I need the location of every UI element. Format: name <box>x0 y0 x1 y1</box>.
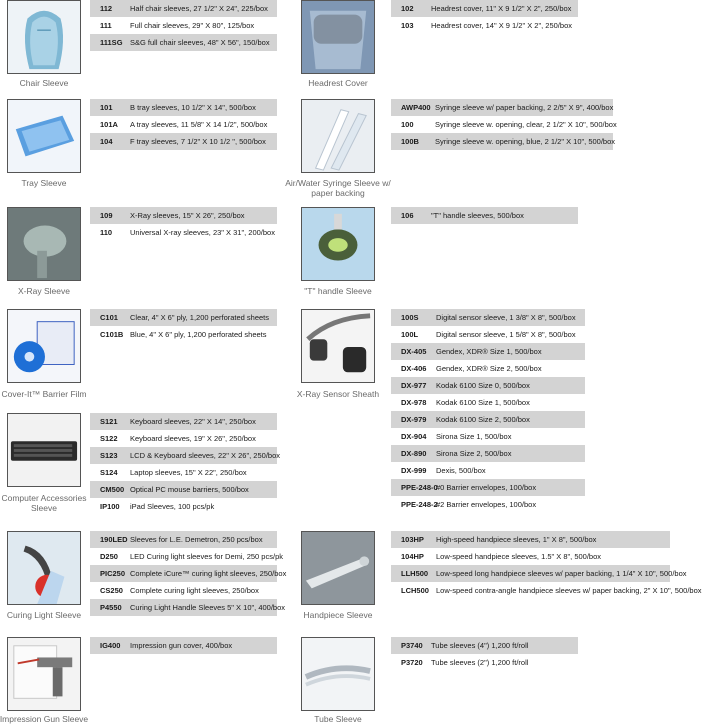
table-row <box>90 582 277 599</box>
table-row <box>391 582 702 599</box>
product-code: CM500 <box>100 485 125 494</box>
sensor-sheath-photo <box>301 309 375 383</box>
section-caption: Tube Sleeve <box>314 714 362 724</box>
chair-sleeve-photo <box>7 0 81 74</box>
product-code: LLH500 <box>401 569 429 578</box>
product-description: Full chair sleeves, 29" X 80", 125/box <box>130 21 255 30</box>
product-description: Syringe sleeve w/ paper backing, 2 2/5" X 9", 400/box <box>435 103 614 112</box>
product-code: DX-978 <box>401 398 427 407</box>
product-description: Blue, 4" X 6" ply, 1,200 perforated sheets <box>130 330 267 339</box>
table-row <box>391 116 617 133</box>
table-tube <box>391 637 578 671</box>
product-code: P4550 <box>100 603 122 612</box>
product-description: "T" handle sleeves, 500/box <box>431 211 524 220</box>
xray-sleeve-photo <box>7 207 81 281</box>
product-description: Gendex, XDR® Size 1, 500/box <box>436 347 542 356</box>
headrest-cover-photo <box>301 0 375 74</box>
table-row <box>391 445 585 462</box>
handpiece-sleeve-photo <box>301 531 375 605</box>
table-row <box>90 99 277 116</box>
table-row <box>90 326 277 343</box>
section-caption: Chair Sleeve <box>19 78 69 88</box>
product-description: #2 Barrier envelopes, 100/box <box>436 500 537 509</box>
product-code: 109 <box>100 211 113 220</box>
table-row <box>391 99 613 116</box>
product-description: Sleeves for L.E. Demetron, 250 pcs/box <box>130 535 263 544</box>
section-caption: Headrest Cover <box>308 78 368 88</box>
section-caption: Handpiece Sleeve <box>303 610 373 620</box>
product-code: PPE-248-0 <box>401 483 438 492</box>
product-description: Low-speed long handpiece sleeves w/ paper backing, 1 1/4" X 10", 500/box <box>436 569 687 578</box>
product-code: 102 <box>401 4 414 13</box>
product-description: Low-speed handpiece sleeves, 1.5" X 8", 500/box <box>436 552 602 561</box>
table-row <box>391 133 616 150</box>
product-code: AWP400 <box>401 103 431 112</box>
product-code: IG400 <box>100 641 121 650</box>
table-row <box>391 654 578 671</box>
table-row <box>90 413 277 430</box>
table-row <box>391 428 585 445</box>
table-coverit <box>90 309 277 343</box>
product-code: 106 <box>401 211 414 220</box>
product-description: #0 Barrier envelopes, 100/box <box>436 483 537 492</box>
table-row <box>391 565 687 582</box>
table-row <box>90 565 287 582</box>
product-description: B tray sleeves, 10 1/2" X 14", 500/box <box>130 103 256 112</box>
product-code: S121 <box>100 417 118 426</box>
product-description: Headrest cover, 14" X 9 1/2" X 2", 250/box <box>431 21 572 30</box>
product-description: Universal X-ray sleeves, 23" X 31", 200/box <box>130 228 275 237</box>
product-description: Complete iCure™ curing light sleeves, 250/box <box>130 569 287 578</box>
product-description: Sirona Size 1, 500/box <box>436 432 512 441</box>
product-code: S123 <box>100 451 118 460</box>
table-row <box>90 637 277 654</box>
section-caption: Curing Light Sleeve <box>6 610 82 620</box>
product-description: Curing Light Handle Sleeves 5" X 10", 400/box <box>130 603 286 612</box>
table-row <box>90 481 277 498</box>
table-syringe <box>391 99 617 150</box>
product-code: S124 <box>100 468 118 477</box>
thandle-sleeve-photo <box>301 207 375 281</box>
product-code: 100L <box>401 330 419 339</box>
product-description: LCD & Keyboard sleeves, 22" X 26", 250/box <box>130 451 280 460</box>
product-description: Tube sleeves (4") 1,200 ft/roll <box>431 641 529 650</box>
curing-light-photo <box>7 531 81 605</box>
product-description: F tray sleeves, 7 1/2" X 10 1/2 ", 500/box <box>130 137 266 146</box>
table-tray <box>90 99 277 150</box>
product-code: 104 <box>100 137 113 146</box>
table-row <box>90 430 277 447</box>
product-description: S&G full chair sleeves, 48" X 56", 150/box <box>130 38 270 47</box>
table-row <box>90 116 277 133</box>
section-caption: Air/Water Syringe Sleeve w/ paper backing <box>285 178 391 198</box>
section-caption: "T" handle Sleeve <box>304 286 372 296</box>
table-row <box>391 394 585 411</box>
product-description: Half chair sleeves, 27 1/2" X 24", 225/box <box>130 4 268 13</box>
table-row <box>90 17 277 34</box>
product-code: 111 <box>100 21 112 30</box>
table-impression <box>90 637 277 654</box>
product-code: C101B <box>100 330 124 339</box>
product-code: 103HP <box>401 535 424 544</box>
product-code: D250 <box>100 552 118 561</box>
table-chair <box>90 0 277 51</box>
product-code: DX-904 <box>401 432 427 441</box>
product-description: Optical PC mouse barriers, 500/box <box>130 485 249 494</box>
table-row <box>391 637 578 654</box>
product-code: DX-999 <box>401 466 427 475</box>
product-description: Clear, 4" X 6" ply, 1,200 perforated sheets <box>130 313 270 322</box>
table-row <box>391 496 585 513</box>
product-description: Kodak 6100 Size 1, 500/box <box>436 398 530 407</box>
product-code: IP100 <box>100 502 120 511</box>
table-row <box>90 464 277 481</box>
table-row <box>391 343 585 360</box>
product-description: Keyboard sleeves, 19" X 26", 250/box <box>130 434 256 443</box>
tray-sleeve-photo <box>7 99 81 173</box>
table-row <box>90 0 277 17</box>
section-caption: X-Ray Sensor Sheath <box>296 389 380 399</box>
table-row <box>391 411 585 428</box>
product-description: Headrest cover, 11" X 9 1/2" X 2", 250/box <box>431 4 572 13</box>
product-code: P3740 <box>401 641 423 650</box>
table-row <box>90 548 283 565</box>
product-code: 110 <box>100 228 113 237</box>
section-caption: Cover-It™ Barrier Film <box>1 389 87 399</box>
product-code: DX-405 <box>401 347 427 356</box>
product-code: C101 <box>100 313 118 322</box>
computer-sleeve-photo <box>7 413 81 487</box>
product-description: A tray sleeves, 11 5/8" X 14 1/2", 500/box <box>130 120 268 129</box>
table-row <box>391 462 585 479</box>
product-code: P3720 <box>401 658 423 667</box>
table-row <box>391 531 670 548</box>
product-description: Tube sleeves (2") 1,200 ft/roll <box>431 658 529 667</box>
table-curing <box>90 531 287 616</box>
section-caption: Computer Accessories Sleeve <box>1 493 87 513</box>
product-description: Sirona Size 2, 500/box <box>436 449 512 458</box>
product-code: 190LED <box>100 535 128 544</box>
impression-gun-photo <box>7 637 81 711</box>
product-code: 101 <box>100 103 113 112</box>
table-row <box>90 599 286 616</box>
product-code: 100B <box>401 137 419 146</box>
product-code: 111SG <box>100 38 123 47</box>
product-code: S122 <box>100 434 118 443</box>
product-code: PPE-248-2 <box>401 500 438 509</box>
table-row <box>391 309 585 326</box>
table-row <box>90 447 280 464</box>
product-description: Digital sensor sleeve, 1 3/8" X 8", 500/box <box>436 313 576 322</box>
coverit-film-photo <box>7 309 81 383</box>
table-row <box>391 207 578 224</box>
product-description: Kodak 6100 Size 2, 500/box <box>436 415 530 424</box>
tube-sleeve-photo <box>301 637 375 711</box>
table-row <box>391 479 585 496</box>
product-code: 101A <box>100 120 118 129</box>
product-code: 100S <box>401 313 419 322</box>
product-description: X-Ray sleeves, 15" X 26", 250/box <box>130 211 245 220</box>
table-row <box>391 326 585 343</box>
table-row <box>90 224 277 241</box>
table-row <box>391 548 670 565</box>
table-row <box>391 17 578 34</box>
table-row <box>90 309 277 326</box>
table-row <box>90 207 277 224</box>
section-caption: X-Ray Sleeve <box>18 286 70 296</box>
product-description: Syringe sleeve w. opening, blue, 2 1/2" X 10", 500/box <box>435 137 616 146</box>
product-code: DX-890 <box>401 449 427 458</box>
product-description: Gendex, XDR® Size 2, 500/box <box>436 364 542 373</box>
product-description: Impression gun cover, 400/box <box>130 641 233 650</box>
table-row <box>90 498 277 515</box>
product-code: 103 <box>401 21 414 30</box>
table-row <box>90 531 277 548</box>
table-row <box>391 360 585 377</box>
product-code: DX-406 <box>401 364 427 373</box>
table-row <box>90 34 277 51</box>
product-description: Keyboard sleeves, 22" X 14", 250/box <box>130 417 256 426</box>
product-description: Kodak 6100 Size 0, 500/box <box>436 381 530 390</box>
table-handpiece <box>391 531 702 599</box>
table-computer <box>90 413 280 515</box>
table-thandle <box>391 207 578 224</box>
product-code: CS250 <box>100 586 123 595</box>
table-row <box>391 377 585 394</box>
syringe-sleeve-photo <box>301 99 375 173</box>
product-description: High-speed handpiece sleeves, 1" X 8", 500/box <box>436 535 597 544</box>
product-code: LCH500 <box>401 586 429 595</box>
table-headrest <box>391 0 578 34</box>
product-description: Digital sensor sleeve, 1 5/8" X 8", 500/box <box>436 330 576 339</box>
product-code: 100 <box>401 120 414 129</box>
product-code: PIC250 <box>100 569 126 578</box>
table-xray <box>90 207 277 241</box>
product-description: Complete curing light sleeves, 250/box <box>130 586 259 595</box>
product-code: DX-977 <box>401 381 427 390</box>
section-caption: Impression Gun Sleeve <box>0 714 89 724</box>
product-description: Low-speed contra-angle handpiece sleeves w/ paper backing, 2" X 10", 500/box <box>436 586 702 595</box>
product-description: Syringe sleeve w. opening, clear, 2 1/2" X 10", 500/box <box>435 120 617 129</box>
table-row <box>90 133 277 150</box>
product-code: 112 <box>100 4 113 13</box>
product-description: LED Curing light sleeves for Demi, 250 pcs/pk <box>130 552 283 561</box>
product-description: iPad Sleeves, 100 pcs/pk <box>130 502 215 511</box>
section-caption: Tray Sleeve <box>21 178 67 188</box>
product-description: Laptop sleeves, 15" X 22", 250/box <box>130 468 247 477</box>
product-code: 104HP <box>401 552 424 561</box>
product-code: DX-979 <box>401 415 427 424</box>
table-row <box>391 0 578 17</box>
product-description: Dexis, 500/box <box>436 466 486 475</box>
table-sensor <box>391 309 585 513</box>
